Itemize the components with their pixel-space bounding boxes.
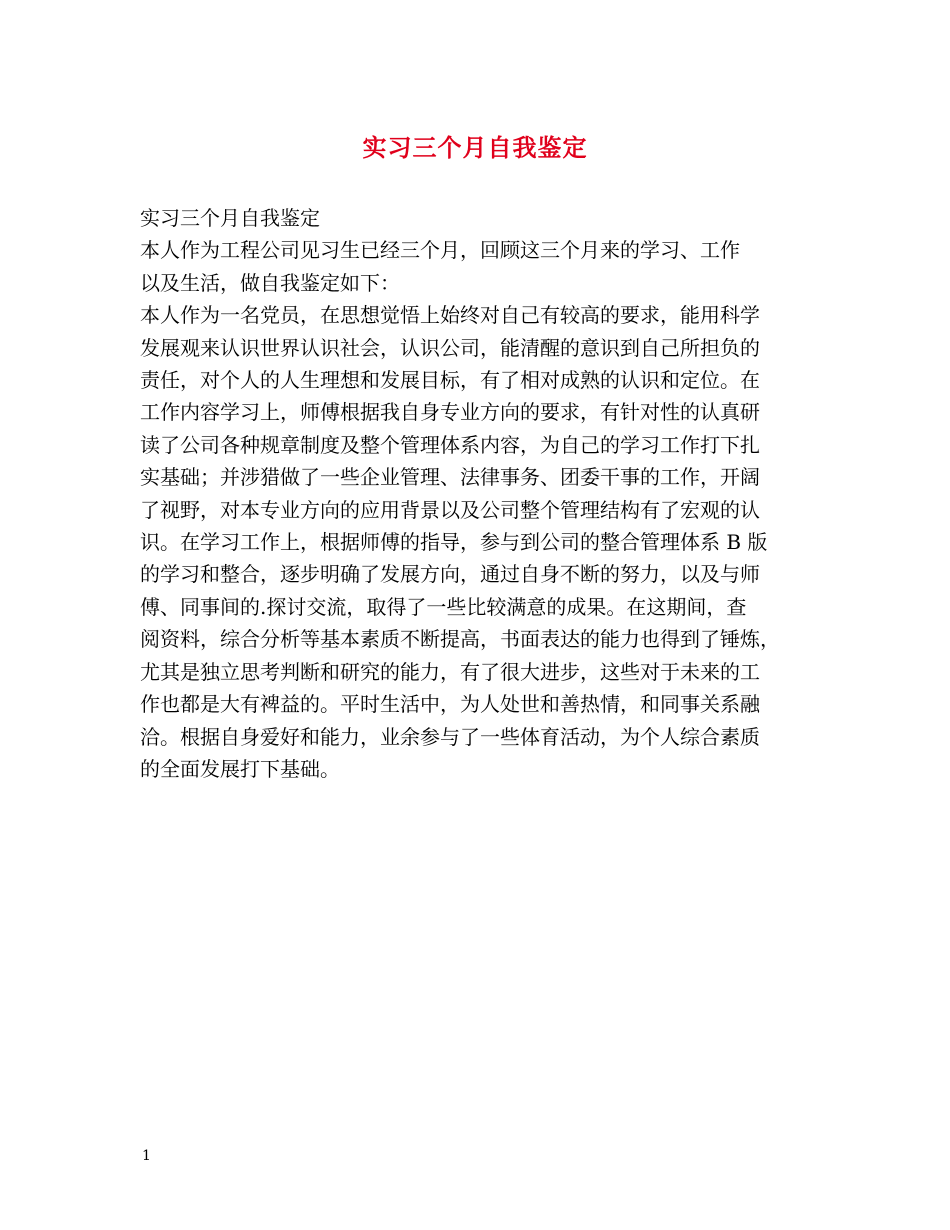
paragraph-line: 作也都是大有裨益的。平时生活中，为人处世和善热情，和同事关系融 bbox=[140, 692, 760, 717]
paragraph-line: 尤其是独立思考判断和研究的能力，有了很大进步，这些对于未来的工 bbox=[140, 659, 760, 684]
page-number: 1 bbox=[142, 1148, 151, 1164]
paragraph-line: 读了公司各种规章制度及整个管理体系内容，为自己的学习工作打下扎 bbox=[140, 432, 760, 457]
paragraph-line: 的全面发展打下基础。 bbox=[140, 756, 340, 781]
paragraph-line: 实基础；并涉猎做了一些企业管理、法律事务、团委干事的工作，开阔 bbox=[140, 465, 760, 490]
paragraph-line: 了视野，对本专业方向的应用背景以及公司整个管理结构有了宏观的认 bbox=[140, 497, 760, 522]
paragraph-line: 本人作为一名党员，在思想觉悟上始终对自己有较高的要求，能用科学 bbox=[140, 303, 760, 328]
paragraph-line: 的学习和整合，逐步明确了发展方向，通过自身不断的努力，以及与师 bbox=[140, 562, 760, 587]
paragraph-line: 以及生活，做自我鉴定如下： bbox=[140, 270, 400, 295]
subtitle-line: 实习三个月自我鉴定 bbox=[140, 206, 320, 230]
paragraph-line: 发展观来认识世界认识社会，认识公司，能清醒的意识到自己所担负的 bbox=[140, 335, 760, 360]
paragraph-line: 洽。根据自身爱好和能力，业余参与了一些体育活动，为个人综合素质 bbox=[140, 724, 760, 749]
document-title: 实习三个月自我鉴定 bbox=[362, 133, 588, 162]
paragraph-line: 本人作为工程公司见习生已经三个月，回顾这三个月来的学习、工作 bbox=[140, 238, 740, 263]
paragraph-line: 识。在学习工作上，根据师傅的指导，参与到公司的整合管理体系 B 版 bbox=[140, 530, 768, 555]
paragraph-line: 傅、同事间的.探讨交流，取得了一些比较满意的成果。在这期间，查 bbox=[140, 594, 747, 619]
paragraph-line: 工作内容学习上，师傅根据我自身专业方向的要求，有针对性的认真研 bbox=[140, 400, 760, 425]
paragraph-line: 责任，对个人的人生理想和发展目标，有了相对成熟的认识和定位。在 bbox=[140, 368, 760, 393]
paragraph-line: 阅资料，综合分析等基本素质不断提高，书面表达的能力也得到了锤炼， bbox=[140, 627, 780, 652]
document-body bbox=[140, 202, 820, 785]
